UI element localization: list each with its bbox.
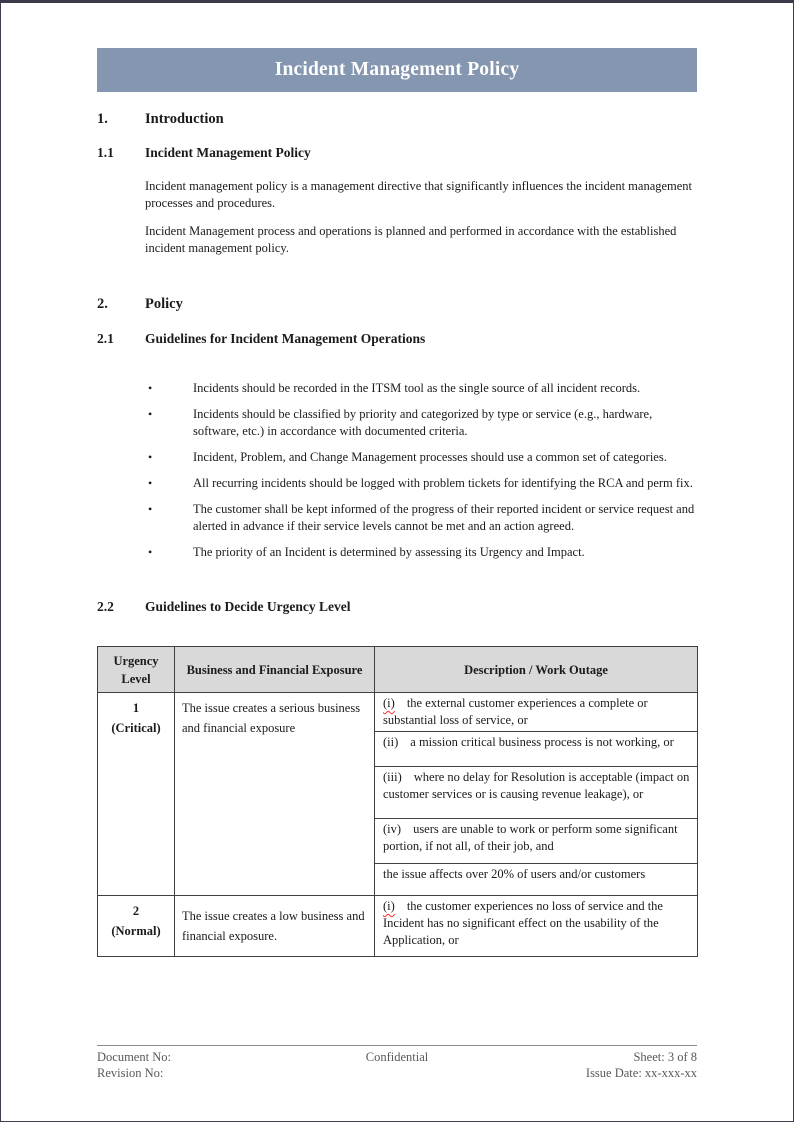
- list-item: • Incidents should be recorded in the ITSM tool as the single source of all incident records.: [148, 381, 641, 395]
- item-text: the external customer experiences a complete or substantial loss of service, or: [383, 696, 648, 727]
- item-marker: (ii): [383, 735, 399, 749]
- header-business-exposure: Business and Financial Exposure: [175, 647, 375, 693]
- document-no-label: Document No:: [97, 1050, 171, 1064]
- paragraph: Incident Management process and operations is planned and performed in accordance with the established incident management policy.: [145, 224, 677, 255]
- section-1-heading: [97, 111, 697, 128]
- list-item: • All recurring incidents should be logged with problem tickets for identifying the RCA and perm fix.: [148, 476, 693, 490]
- exposure-cell: The issue creates a low business and financial exposure.: [175, 896, 375, 957]
- level-name: (Critical): [111, 721, 161, 735]
- urgency-level-cell: [98, 693, 175, 896]
- section-2-1-heading: [97, 331, 697, 347]
- section-2-2-heading: [97, 599, 697, 615]
- section-number: 1.1: [97, 145, 114, 160]
- bullet-icon: •: [148, 450, 153, 464]
- section-title: Incident Management Policy: [145, 145, 311, 160]
- list-item: • Incident, Problem, and Change Management processes should use a common set of categories.: [148, 450, 667, 464]
- sheet-number: Sheet: 3 of 8: [633, 1050, 697, 1064]
- description-item-cell: [375, 819, 698, 864]
- confidential-label: Confidential: [365, 1050, 429, 1064]
- section-number: 1.: [97, 111, 108, 127]
- item-text: the customer experiences no loss of service and the Incident has no significant effect on the usability of the Application, or: [383, 899, 663, 947]
- page-title: Incident Management Policy: [274, 59, 520, 80]
- section-number: 2.1: [97, 331, 114, 346]
- section-title: Guidelines for Incident Management Operations: [145, 331, 426, 346]
- section-title: Introduction: [145, 111, 224, 127]
- guidelines-bullet-list: [97, 380, 697, 561]
- header-urgency-level: Urgency Level: [98, 647, 175, 693]
- bullet-icon: •: [148, 545, 153, 559]
- bullet-icon: •: [148, 381, 153, 395]
- bullet-icon: •: [148, 407, 153, 421]
- title-banner: [97, 48, 697, 92]
- urgency-level-table: [97, 646, 698, 957]
- description-item-cell: [375, 732, 698, 767]
- description-item-cell: [375, 693, 698, 732]
- item-text: where no delay for Resolution is acceptable (impact on customer services or is causing revenue leakage), or: [383, 770, 690, 801]
- item-marker: (i): [383, 696, 395, 710]
- item-text: the issue affects over 20% of users and/or customers: [383, 867, 646, 881]
- description-item-cell: [375, 896, 698, 957]
- section-title: Guidelines to Decide Urgency Level: [145, 599, 351, 614]
- bullet-icon: •: [148, 476, 153, 490]
- item-marker: (iv): [383, 822, 402, 836]
- list-item: • Incidents should be classified by priority and categorized by type or service (e.g., hardware, software, etc.) in accordance with documented criteria.: [148, 407, 653, 438]
- section-number: 2.: [97, 296, 108, 312]
- level-number: 1: [132, 701, 140, 715]
- bullet-icon: •: [148, 502, 153, 516]
- revision-no-label: Revision No:: [97, 1066, 164, 1080]
- item-text: users are unable to work or perform some significant portion, if not all, of their job, and: [383, 822, 678, 853]
- header-description: Description / Work Outage: [375, 647, 698, 693]
- table-header-row: [98, 647, 698, 693]
- page-footer: [97, 1045, 697, 1081]
- section-title: Policy: [145, 296, 183, 312]
- table-row: [98, 693, 698, 732]
- description-item-cell: [375, 864, 698, 896]
- list-item: • The priority of an Incident is determined by assessing its Urgency and Impact.: [148, 545, 585, 559]
- exposure-cell: The issue creates a serious business and financial exposure: [175, 693, 375, 896]
- section-number: 2.2: [97, 599, 114, 614]
- paragraph: Incident management policy is a management directive that significantly influences the incident management processes and procedures.: [145, 179, 693, 210]
- description-item-cell: [375, 767, 698, 819]
- item-marker: (i): [383, 899, 395, 913]
- section-2-heading: [97, 296, 697, 313]
- section-1-1-heading: [97, 145, 697, 161]
- item-marker: (iii): [383, 770, 402, 784]
- urgency-level-cell: [98, 896, 175, 957]
- item-text: a mission critical business process is not working, or: [410, 735, 674, 749]
- list-item: • The customer shall be kept informed of the progress of their reported incident or service request and alerted in advance if their service levels cannot be met and an action agreed.: [148, 502, 695, 533]
- level-name: (Normal): [111, 924, 161, 938]
- issue-date: Issue Date: xx-xxx-xx: [585, 1066, 697, 1080]
- level-number: 2: [132, 904, 140, 918]
- table-row: [98, 896, 698, 957]
